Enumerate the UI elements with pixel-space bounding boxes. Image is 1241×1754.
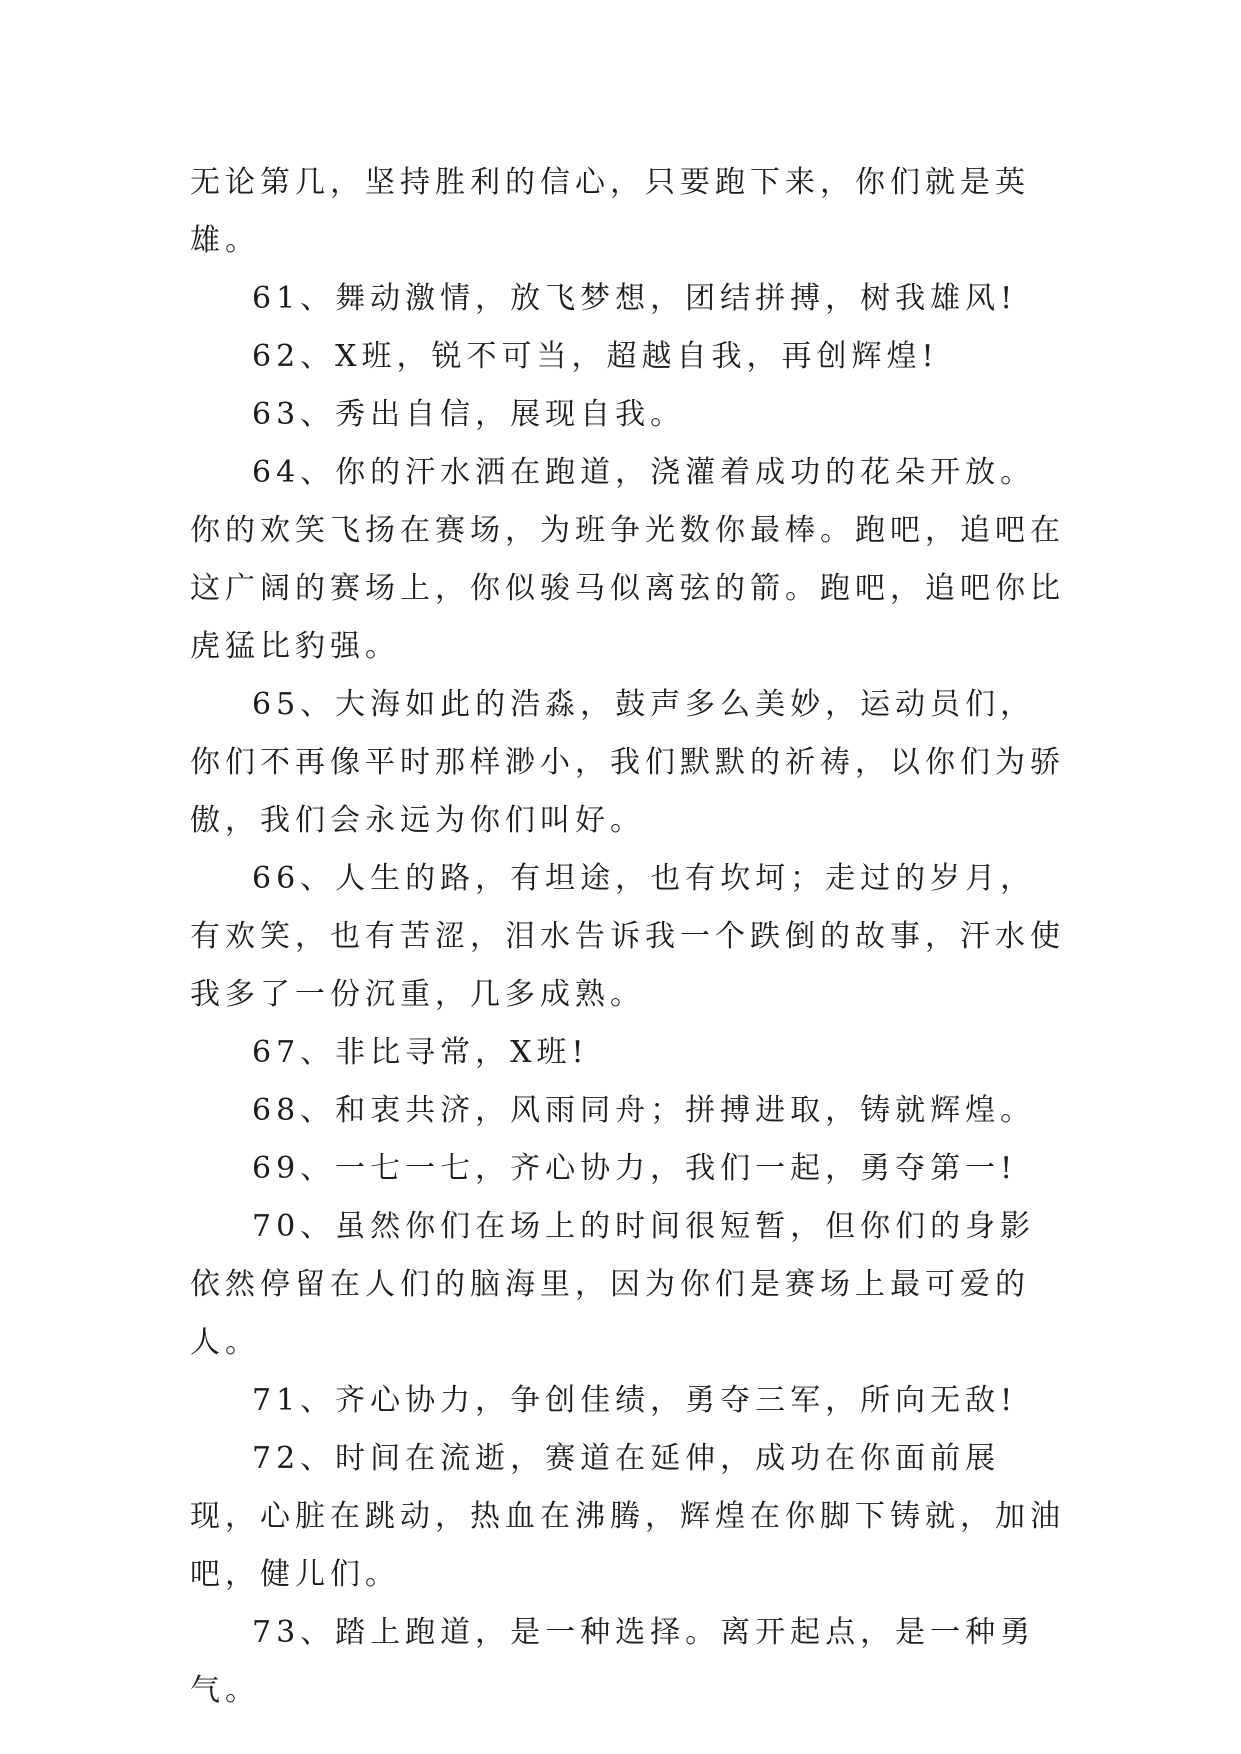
paragraph-63: 63、秀出自信，展现自我。: [252, 397, 686, 432]
paragraph-71: 71、齐心协力，争创佳绩，勇夺三军，所向无敌!: [252, 1383, 1018, 1418]
paragraph-67: 67、非比寻常，X班!: [252, 1035, 589, 1070]
paragraph-65: 65、大海如此的浩淼，鼓声多么美妙，运动员们，你们不再像平时那样渺小，我们默默的祈祷，以你们为骄傲，我们会永远为你们叫好。: [190, 687, 1065, 838]
paragraph-61: 61、舞动激情，放飞梦想，团结拼搏，树我雄风!: [252, 281, 1018, 316]
paragraph-73: 73、踏上跑道，是一种选择。离开起点，是一种勇气。: [190, 1615, 1036, 1708]
paragraph-68: 68、和衷共济，风雨同舟；拼搏进取，铸就辉煌。: [252, 1093, 1036, 1128]
paragraph-66: 66、人生的路，有坦途，也有坎坷；走过的岁月，有欢笑，也有苦涩，泪水告诉我一个跌倒的故事，汗水使我多了一份沉重，几多成熟。: [190, 861, 1065, 1012]
paragraph-64: 64、你的汗水洒在跑道，浇灌着成功的花朵开放。你的欢笑飞扬在赛场，为班争光数你最棒。跑吧，追吧在这广阔的赛场上，你似骏马似离弦的箭。跑吧，追吧你比虎猛比豹强。: [190, 455, 1065, 664]
paragraph-69: 69、一七一七，齐心协力，我们一起，勇夺第一!: [252, 1151, 1018, 1186]
paragraph-62: 62、X班，锐不可当，超越自我，再创辉煌!: [252, 339, 939, 374]
paragraph-70: 70、虽然你们在场上的时间很短暂，但你们的身影依然停留在人们的脑海里，因为你们是赛场上最可爱的人。: [190, 1209, 1036, 1360]
paragraph-continuation: 无论第几，坚持胜利的信心，只要跑下来，你们就是英雄。: [190, 165, 1030, 258]
paragraph-72: 72、时间在流逝，赛道在延伸，成功在你面前展现，心脏在跳动，热血在沸腾，辉煌在你脚下铸就，加油吧，健儿们。: [190, 1441, 1065, 1592]
document-body: [190, 154, 1070, 1720]
